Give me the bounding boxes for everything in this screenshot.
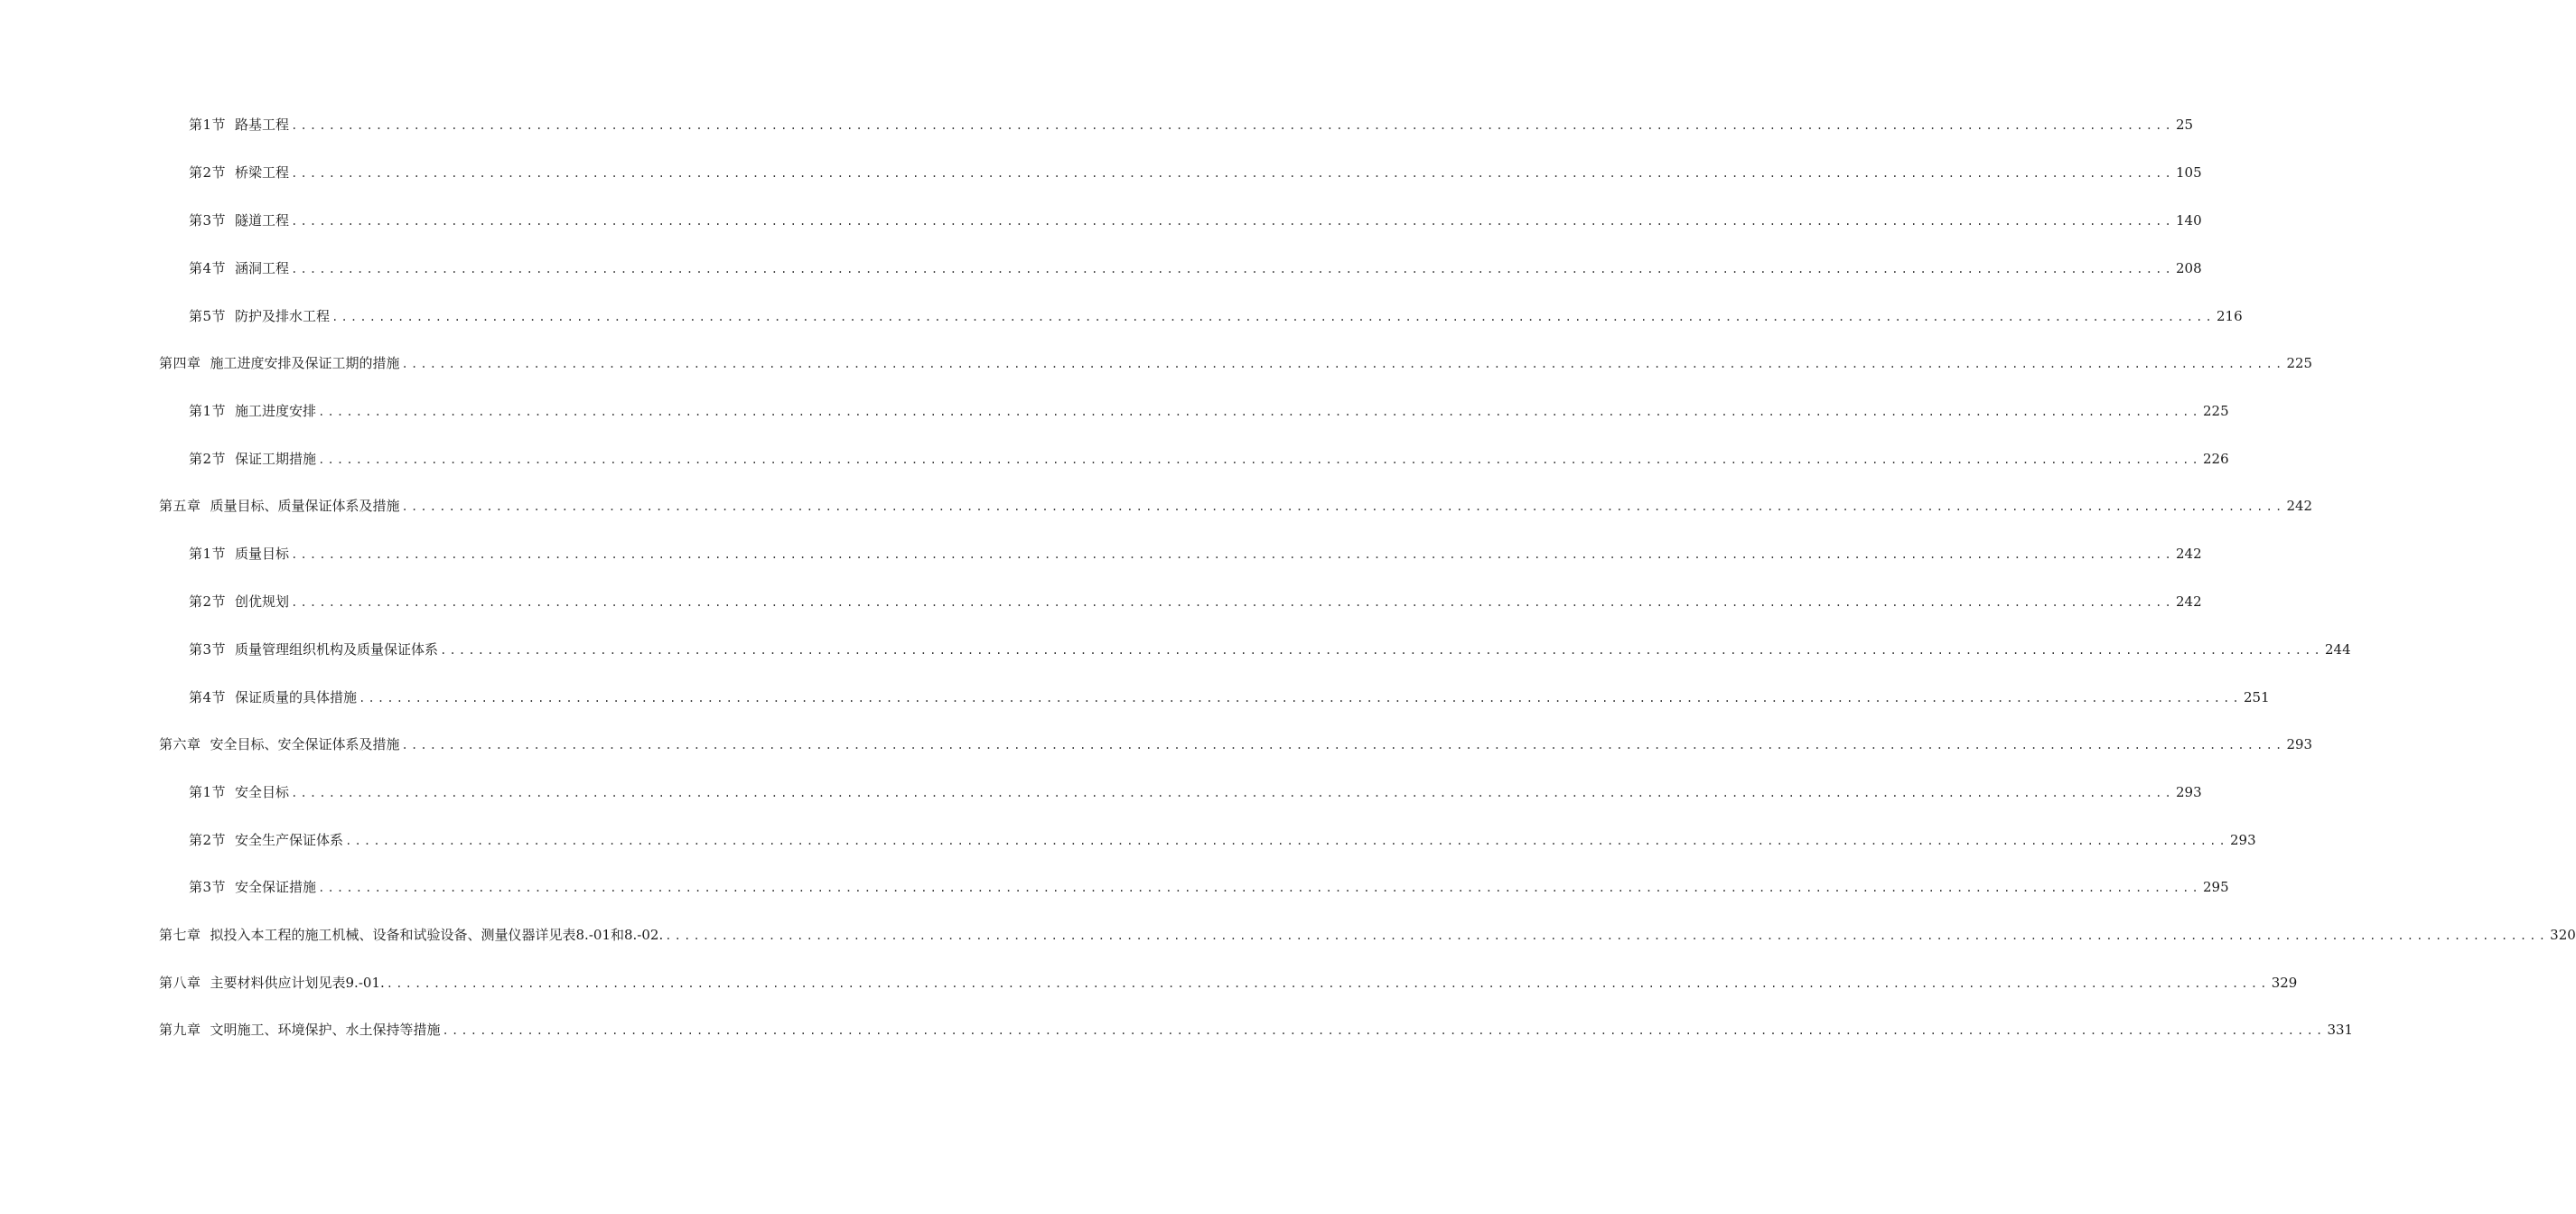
- dot-leader: ........................................................................................................................................................................................................: [386, 977, 2270, 990]
- toc-entry-title: 文明施工、环境保护、水土保持等措施: [210, 1022, 441, 1038]
- toc-entry-label: 第1节: [189, 784, 227, 800]
- dot-leader: ........................................................................................................................................................................................................: [291, 548, 2174, 561]
- toc-entry-label: 第5节: [189, 308, 227, 324]
- toc-chapter-entry[interactable]: [159, 972, 2298, 994]
- toc-entry-label: 第七章: [159, 927, 201, 943]
- toc-entry[interactable]: [189, 114, 2194, 135]
- toc-entry-page-number: 331: [2327, 1022, 2354, 1038]
- toc-entry[interactable]: [189, 829, 2256, 851]
- toc-chapter-entry[interactable]: [159, 1019, 2354, 1041]
- toc-entry[interactable]: [189, 686, 2270, 708]
- toc-chapter-entry[interactable]: [159, 495, 2313, 517]
- toc-entry-page-number: 216: [2216, 308, 2243, 324]
- toc-entry-title: 施工进度安排及保证工期的措施: [210, 355, 400, 371]
- toc-entry-label: 第五章: [159, 498, 201, 514]
- toc-entry-page-number: 226: [2202, 451, 2229, 467]
- toc-entry-label: 第1节: [189, 117, 227, 133]
- toc-entry-label: 第六章: [159, 736, 201, 752]
- dot-leader: ........................................................................................................................................................................................................: [291, 596, 2174, 609]
- dot-leader: ........................................................................................................................................................................................................: [318, 882, 2201, 894]
- toc-entry-title: 安全目标、安全保证体系及措施: [210, 736, 400, 752]
- toc-entry-title: 质量目标、质量保证体系及措施: [210, 498, 400, 514]
- toc-entry-title: 保证工期措施: [235, 451, 317, 467]
- toc-entry[interactable]: [189, 257, 2202, 279]
- toc-entry-page-number: 208: [2175, 260, 2202, 276]
- toc-entry-label: 第2节: [189, 593, 227, 610]
- toc-entry-title: 保证质量的具体措施: [235, 689, 358, 705]
- toc-entry-label: 第1节: [189, 546, 227, 562]
- dot-leader: ........................................................................................................................................................................................................: [665, 929, 2549, 942]
- toc-entry[interactable]: [189, 305, 2243, 327]
- toc-entry-label: 第八章: [159, 975, 201, 991]
- toc-entry-title: 防护及排水工程: [235, 308, 331, 324]
- toc-entry[interactable]: [189, 781, 2202, 803]
- dot-leader: ........................................................................................................................................................................................................: [331, 311, 2215, 323]
- dot-leader: ........................................................................................................................................................................................................: [442, 1024, 2326, 1037]
- dot-leader: ........................................................................................................................................................................................................: [291, 119, 2174, 132]
- toc-entry-label: 第3节: [189, 212, 227, 229]
- dot-leader: ........................................................................................................................................................................................................: [291, 787, 2174, 799]
- toc-entry-label: 第4节: [189, 689, 227, 705]
- toc-entry-label: 第四章: [159, 355, 201, 371]
- toc-chapter-entry[interactable]: [159, 352, 2313, 374]
- toc-entry-title: 施工进度安排: [235, 403, 317, 419]
- dot-leader: ........................................................................................................................................................................................................: [291, 263, 2174, 275]
- toc-chapter-entry[interactable]: [159, 733, 2313, 755]
- toc-entry-label: 第九章: [159, 1022, 201, 1038]
- dot-leader: ........................................................................................................................................................................................................: [318, 406, 2201, 418]
- toc-entry-label: 第2节: [189, 451, 227, 467]
- toc-entry-label: 第1节: [189, 403, 227, 419]
- toc-entry-title: 安全保证措施: [235, 879, 317, 895]
- dot-leader: ........................................................................................................................................................................................................: [401, 500, 2285, 513]
- toc-entry-title: 主要材料供应计划见表9.-01.: [210, 975, 385, 991]
- toc-entry-title: 质量目标: [235, 546, 290, 562]
- dot-leader: ........................................................................................................................................................................................................: [291, 167, 2174, 180]
- toc-entry-page-number: 105: [2175, 164, 2202, 181]
- toc-entry[interactable]: [189, 591, 2202, 612]
- toc-entry-page-number: 293: [2175, 784, 2202, 800]
- toc-entry-page-number: 293: [2286, 736, 2313, 752]
- toc-entry-title: 涵洞工程: [235, 260, 290, 276]
- toc-entry-title: 拟投入本工程的施工机械、设备和试验设备、测量仪器详见表8.-01和8.-02.: [210, 927, 664, 943]
- dot-leader: ........................................................................................................................................................................................................: [345, 835, 2228, 847]
- toc-entry-title: 隧道工程: [235, 212, 290, 229]
- toc-entry-page-number: 329: [2271, 975, 2298, 991]
- toc-entry-title: 安全生产保证体系: [235, 832, 344, 848]
- toc-entry-page-number: 242: [2286, 498, 2313, 514]
- dot-leader: ........................................................................................................................................................................................................: [291, 215, 2174, 228]
- toc-entry-page-number: 295: [2202, 879, 2229, 895]
- toc-entry-label: 第2节: [189, 832, 227, 848]
- toc-entry-page-number: 293: [2229, 832, 2256, 848]
- toc-entry-label: 第4节: [189, 260, 227, 276]
- toc-entry-page-number: 225: [2202, 403, 2229, 419]
- dot-leader: ........................................................................................................................................................................................................: [359, 692, 2242, 705]
- toc-entry-page-number: 25: [2175, 117, 2194, 133]
- toc-entry-page-number: 244: [2324, 641, 2351, 658]
- dot-leader: ........................................................................................................................................................................................................: [440, 644, 2323, 657]
- toc-entry-title: 安全目标: [235, 784, 290, 800]
- toc-entry[interactable]: [189, 543, 2202, 565]
- toc-entry-page-number: 242: [2175, 546, 2202, 562]
- toc-entry-page-number: 251: [2243, 689, 2270, 705]
- toc-entry-page-number: 140: [2175, 212, 2202, 229]
- toc-chapter-entry[interactable]: [159, 924, 2576, 946]
- toc-entry-page-number: 242: [2175, 593, 2202, 610]
- toc-entry-title: 创优规划: [235, 593, 290, 610]
- toc-entry[interactable]: [189, 448, 2229, 470]
- toc-entry[interactable]: [189, 400, 2229, 422]
- toc-entry[interactable]: [189, 639, 2351, 660]
- toc-entry-title: 质量管理组织机构及质量保证体系: [235, 641, 439, 658]
- toc-entry[interactable]: [189, 162, 2202, 183]
- dot-leader: ........................................................................................................................................................................................................: [318, 453, 2201, 466]
- toc-entry[interactable]: [189, 210, 2202, 231]
- dot-leader: ........................................................................................................................................................................................................: [401, 739, 2285, 752]
- toc-entry-page-number: 320: [2550, 927, 2576, 943]
- toc-entry-label: 第3节: [189, 641, 227, 658]
- toc-entry-label: 第2节: [189, 164, 227, 181]
- toc-entry-title: 路基工程: [235, 117, 290, 133]
- toc-entry-label: 第3节: [189, 879, 227, 895]
- toc-entry-page-number: 225: [2286, 355, 2313, 371]
- toc-entry-title: 桥梁工程: [235, 164, 290, 181]
- toc-entry[interactable]: [189, 876, 2229, 898]
- dot-leader: ........................................................................................................................................................................................................: [401, 358, 2285, 370]
